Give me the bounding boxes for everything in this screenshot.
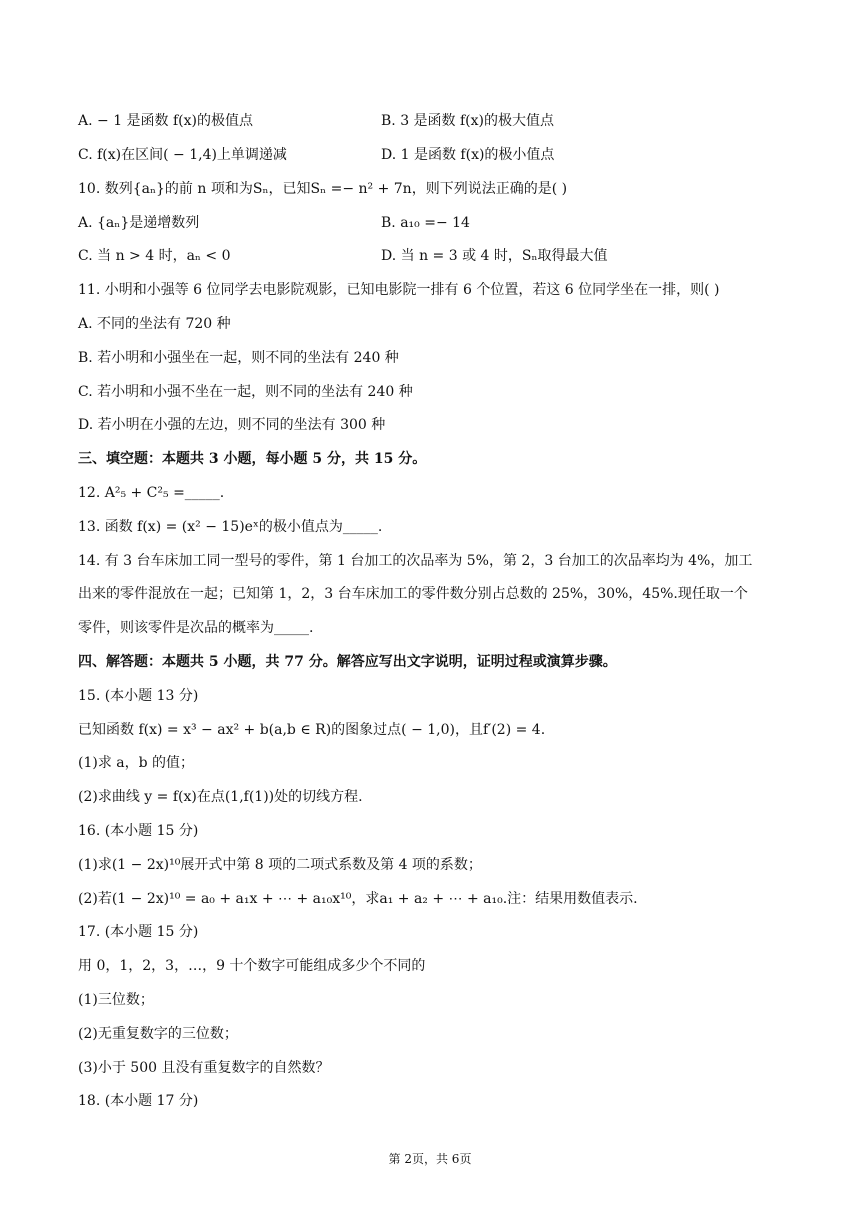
q11-stem: 11. 小明和小强等 6 位同学去电影院观影，已知电影院一排有 6 个位置，若这 6 位同学坐在一排，则( )	[78, 282, 720, 298]
q9-option-c: C. f(x)在区间( − 1,4)上单调递减	[78, 147, 287, 163]
section-4-heading: 四、解答题：本题共 5 小题，共 77 分。解答应写出文字说明，证明过程或演算步骤。	[78, 654, 617, 670]
q17-part-2: (2)无重复数字的三位数；	[78, 1026, 238, 1042]
q11-option-d: D. 若小明在小强的左边，则不同的坐法有 300 种	[78, 417, 386, 433]
q15-stem: 已知函数 f(x) = x³ − ax² + b(a,b ∈ R)的图象过点( − 1,0)，且f′(2) = 4.	[78, 722, 546, 738]
q10-option-a: A. {aₙ}是递增数列	[78, 215, 200, 231]
q13: 13. 函数 f(x) = (x² − 15)eˣ的极小值点为_____.	[78, 519, 383, 535]
q14-line-2: 出来的零件混放在一起；已知第 1，2，3 台车床加工的零件数分别占总数的 25%，30%，45%.现任取一个	[78, 586, 748, 602]
q14-line-3: 零件，则该零件是次品的概率为_____.	[78, 620, 314, 636]
q10-option-b: B. a₁₀ =− 14	[381, 215, 470, 231]
q10-stem: 10. 数列{aₙ}的前 n 项和为Sₙ，已知Sₙ =− n² + 7n，则下列说法正确的是( )	[78, 181, 568, 197]
q17-part-3: (3)小于 500 且没有重复数字的自然数？	[78, 1060, 330, 1076]
q17-stem: 用 0，1，2，3，…，9 十个数字可能组成多少个不同的	[78, 958, 426, 974]
q10-option-c: C. 当 n > 4 时，aₙ < 0	[78, 248, 231, 264]
q17-header: 17. (本小题 15 分)	[78, 924, 199, 940]
q15-part-2: (2)求曲线 y = f(x)在点(1,f(1))处的切线方程.	[78, 789, 363, 805]
q15-part-1: (1)求 a，b 的值；	[78, 755, 195, 771]
q11-option-c: C. 若小明和小强不坐在一起，则不同的坐法有 240 种	[78, 384, 413, 400]
q9-option-d: D. 1 是函数 f(x)的极小值点	[381, 147, 555, 163]
q12: 12. A²₅ + C²₅ =_____.	[78, 485, 225, 501]
q16-header: 16. (本小题 15 分)	[78, 823, 199, 839]
q14-line-1: 14. 有 3 台车床加工同一型号的零件，第 1 台加工的次品率为 5%，第 2，3 台加工的次品率均为 4%，加工	[78, 553, 753, 569]
section-3-heading: 三、填空题：本题共 3 小题，每小题 5 分，共 15 分。	[78, 451, 427, 467]
q17-part-1: (1)三位数；	[78, 992, 154, 1008]
q11-option-a: A. 不同的坐法有 720 种	[78, 316, 231, 332]
q16-part-1: (1)求(1 − 2x)¹⁰展开式中第 8 项的二项式系数及第 4 项的系数；	[78, 857, 482, 873]
q9-option-b: B. 3 是函数 f(x)的极大值点	[381, 113, 554, 129]
q18-header: 18. (本小题 17 分)	[78, 1093, 199, 1109]
page-footer: 第 2页，共 6页	[388, 1152, 472, 1166]
q15-header: 15. (本小题 13 分)	[78, 688, 199, 704]
q11-option-b: B. 若小明和小强坐在一起，则不同的坐法有 240 种	[78, 350, 399, 366]
q16-part-2: (2)若(1 − 2x)¹⁰ = a₀ + a₁x + ⋯ + a₁₀x¹⁰，求a₁ + a₂ + ⋯ + a₁₀.注：结果用数值表示.	[78, 891, 638, 907]
q10-option-d: D. 当 n = 3 或 4 时，Sₙ取得最大值	[381, 248, 608, 264]
q9-option-a: A. − 1 是函数 f(x)的极值点	[78, 113, 253, 129]
